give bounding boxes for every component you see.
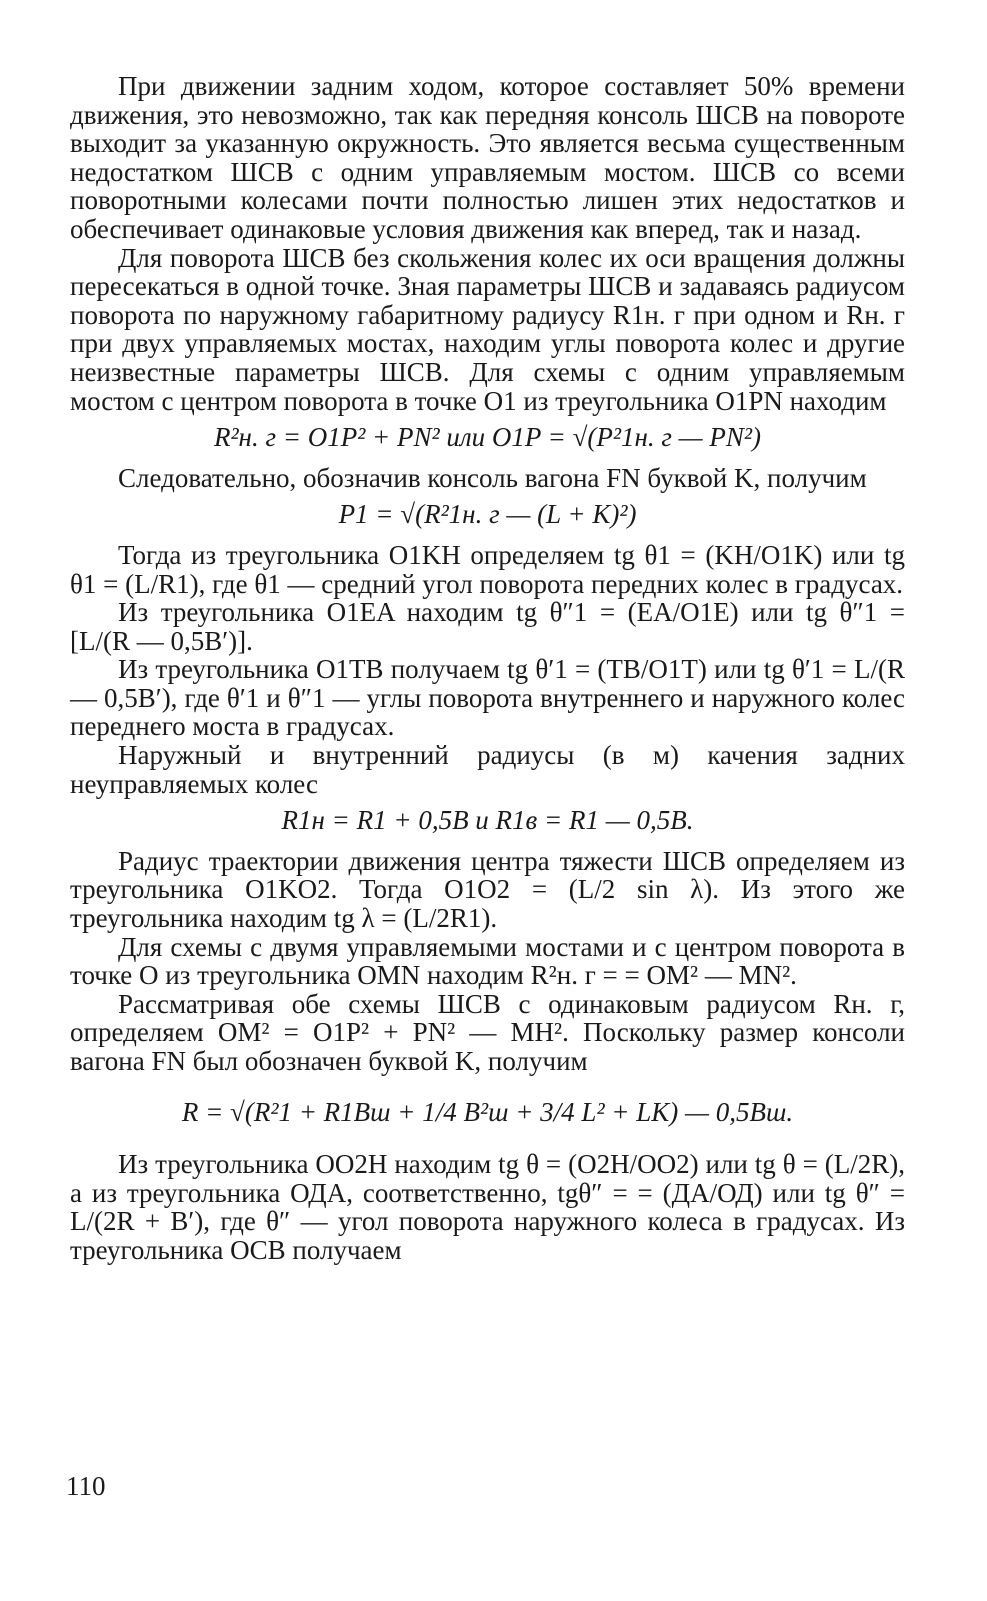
paragraph-5: Из треугольника O1EA находим tg θ″1 = (EA/O1E) или tg θ″1 = [L/(R — 0,5B′)].	[70, 597, 905, 656]
page-number: 110	[66, 1471, 106, 1501]
paragraph-9: Для схемы с двумя управляемыми мостами и с центром поворота в точке O из треугольника OMN находим R²н. г = = OM² — MN².	[70, 931, 905, 991]
paragraph-1: При движении задним ходом, которое составляет 50% времени движения, это невозможно, так как передняя консоль ШСВ на повороте выходит за указанную окружность. Это является весьма существенным недостатком ШСВ с одним управляемым мостом. ШСВ со всеми поворотными колесами почти полностью лишен этих недостатков и обеспечивает одинаковые условия движения как вперед, так и назад.	[70, 71, 905, 244]
formula-2: P1 = √(R²1н. г — (L + K)²)	[338, 499, 637, 530]
formula-3: R1н = R1 + 0,5B и R1в = R1 — 0,5B.	[281, 805, 694, 836]
paragraph-2: Для поворота ШСВ без скольжения колес их оси вращения должны пересекаться в одной точке. Зная параметры ШСВ и задаваясь радиусом поворота по наружному габаритному радиусу R1н. г при одном и Rн. г при двух управляемых мостах, находим углы поворота колес и другие неизвестные параметры ШСВ. Для схемы с одним управляемым мостом с центром поворота в точке O1 из треугольника O1PN находим	[70, 242, 905, 416]
paragraph-6: Из треугольника O1TB получаем tg θ′1 = (TB/O1T) или tg θ′1 = L/(R — 0,5B′), где θ′1 и θ″1 — углы поворота внутреннего и наружного колес переднего моста в градусах.	[70, 654, 905, 742]
formula-4: R = √(R²1 + R1Bш + 1/4 B²ш + 3/4 L² + LK) — 0,5Bш.	[181, 1096, 794, 1127]
paragraph-11: Из треугольника OO2H находим tg θ = (O2H/OO2) или tg θ = (L/2R), а из треугольника ОДА, соответственно, tgθ″ = = (ДА/ОД) или tg θ″ = L/(2R + B′), где θ″ — угол поворота наружного колеса в градусах. Из треугольника OCB получаем	[70, 1149, 905, 1265]
paragraph-10: Рассматривая обе схемы ШСВ с одинаковым радиусом Rн. г, определяем OM² = O1P² + PN² — MH². Поскольку размер консоли вагона FN был обозначен буквой K, получим	[70, 988, 905, 1076]
formula-1: R²н. г = O1P² + PN² или O1P = √(P²1н. г — PN²)	[213, 422, 762, 453]
paragraph-8: Радиус траектории движения центра тяжести ШСВ определяем из треугольника O1KO2. Тогда O1O2 = (L/2 sin λ). Из этого же треугольника находим tg λ = (L/2R1).	[70, 845, 905, 934]
paragraph-7: Наружный и внутренний радиусы (в м) качения задних неуправляемых колес	[70, 740, 905, 799]
paragraph-4: Тогда из треугольника O1KH определяем tg θ1 = (KH/O1K) или tg θ1 = (L/R1), где θ1 — средний угол поворота передних колес в градусах.	[70, 539, 905, 599]
paragraph-3: Следовательно, обозначив консоль вагона FN буквой K, получим	[118, 462, 867, 493]
